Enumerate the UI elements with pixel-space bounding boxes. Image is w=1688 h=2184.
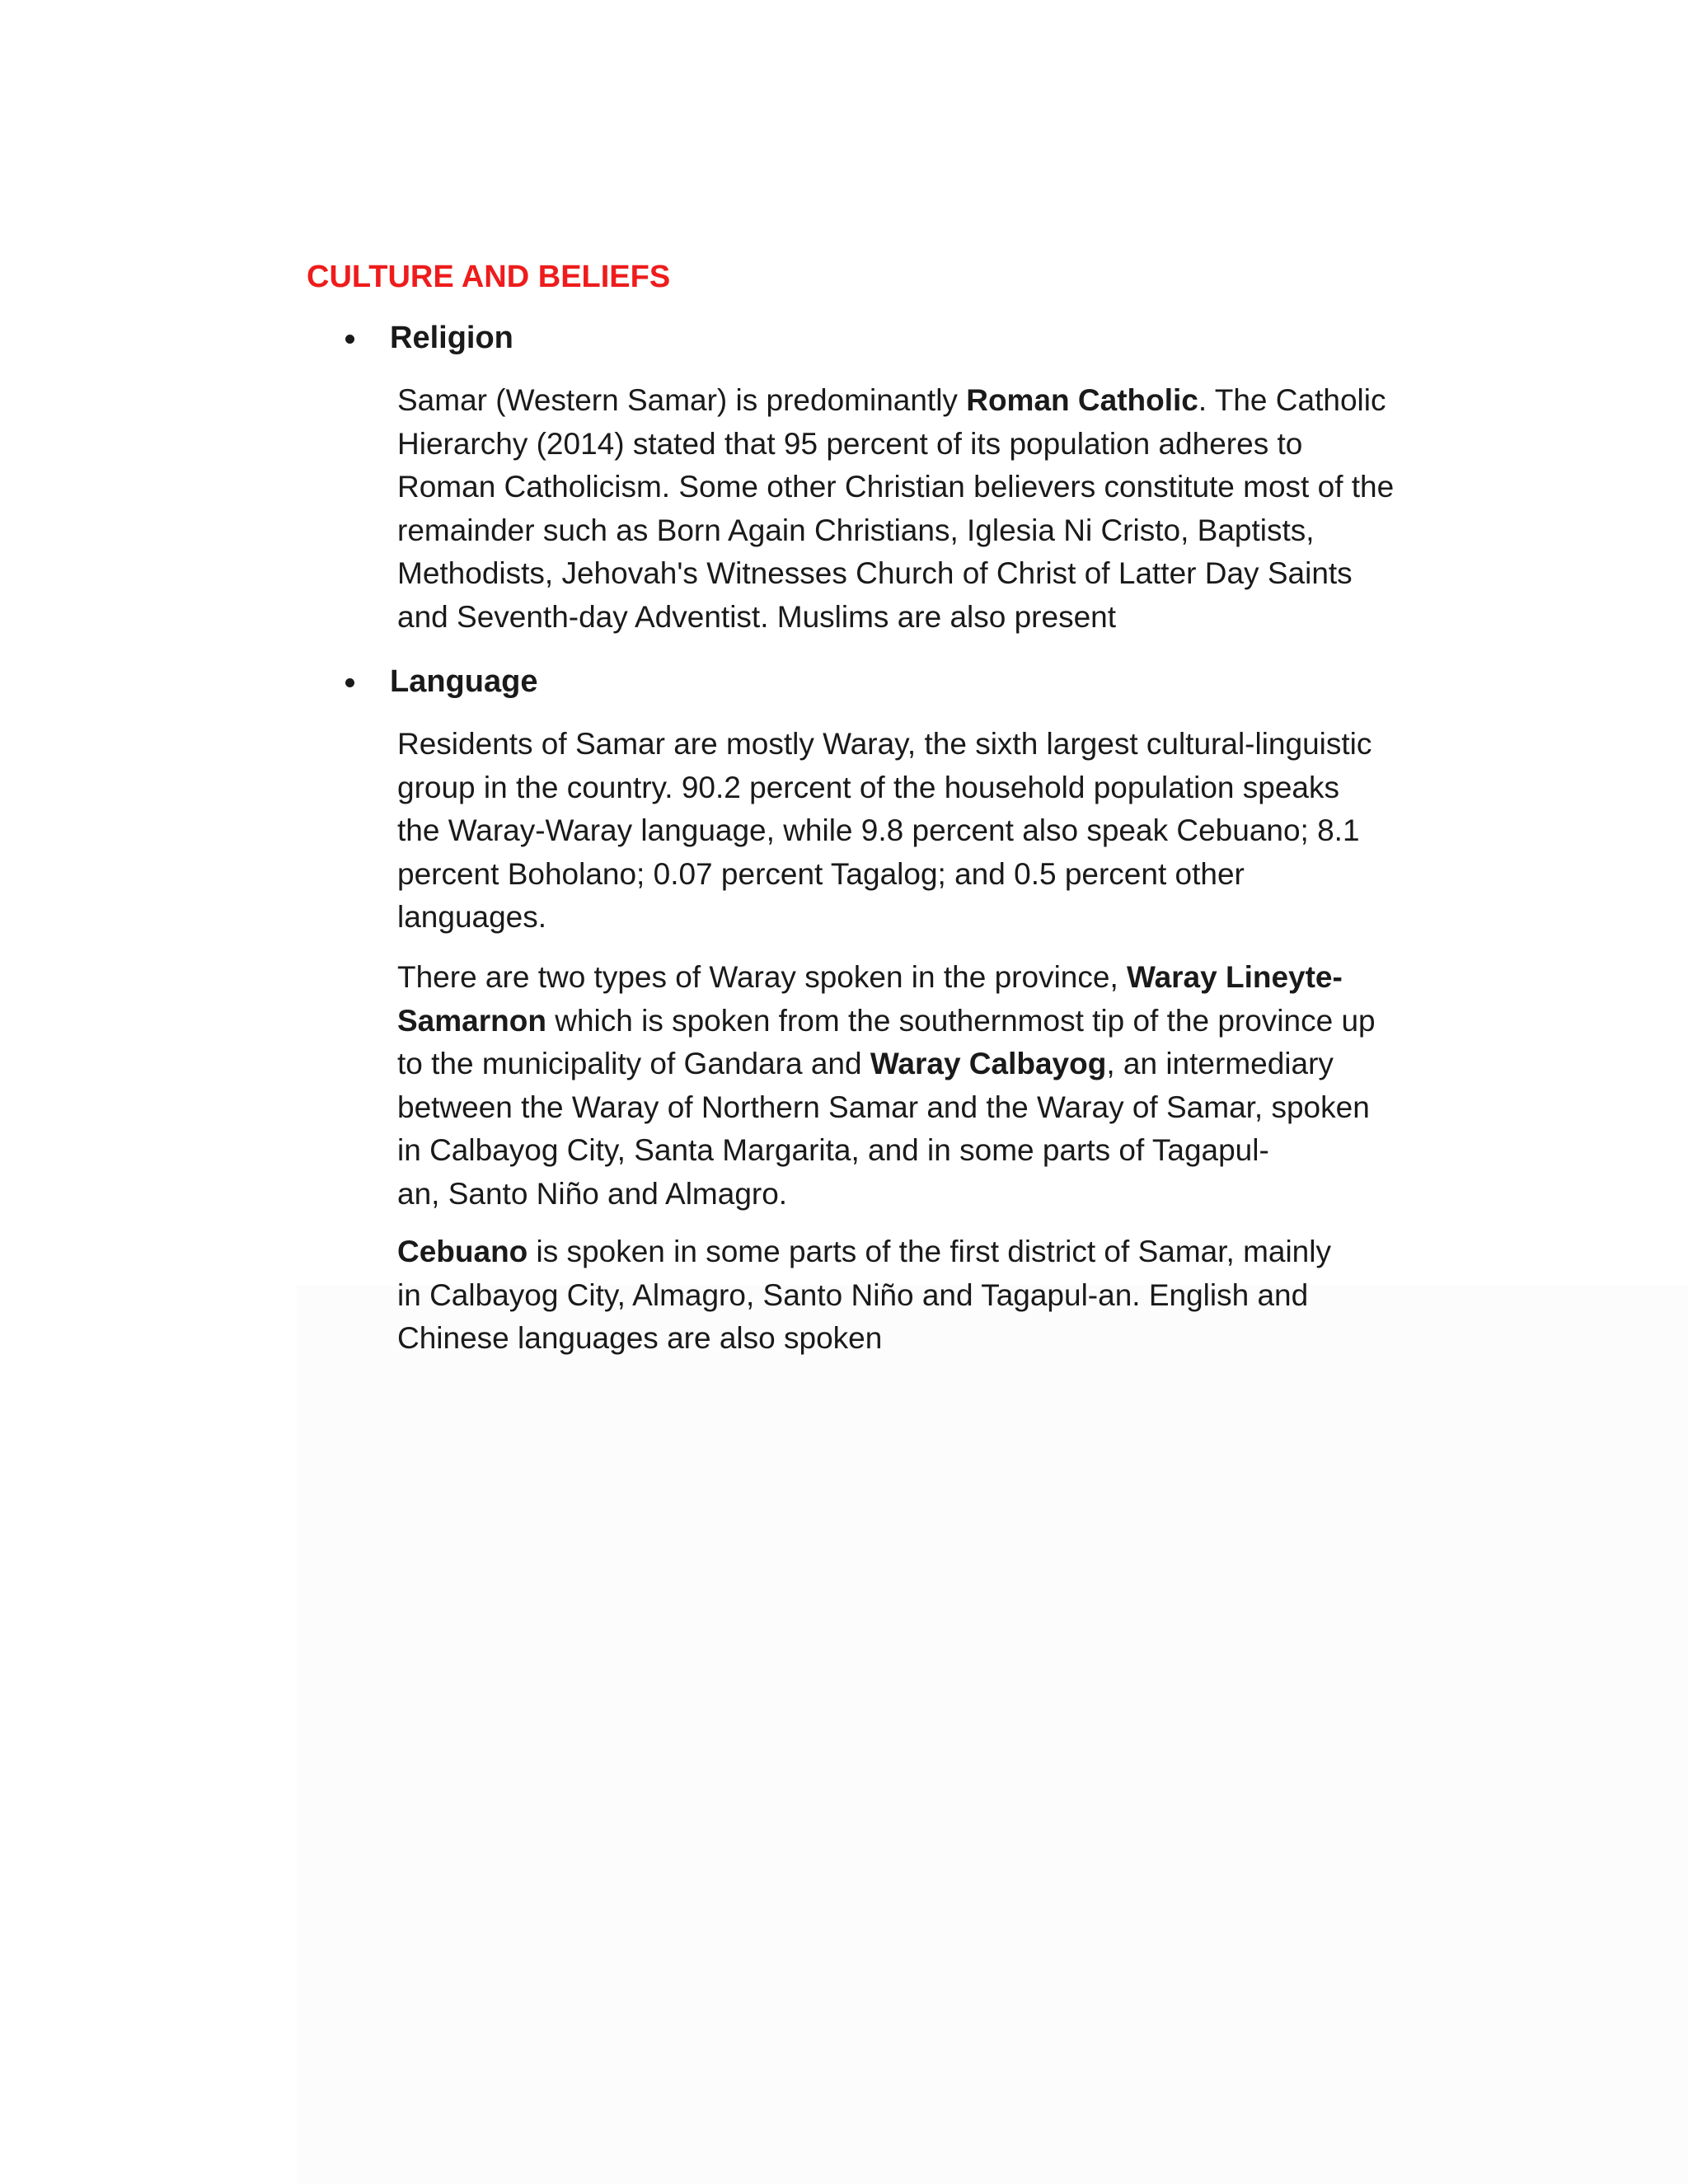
religion-paragraph (397, 379, 1394, 640)
text-line (397, 1230, 1331, 1274)
text-line: Residents of Samar are mostly Waray, the sixth largest cultural-linguistic (397, 727, 1372, 761)
text-run: to the municipality of Gandara and (397, 1047, 870, 1081)
section-title: CULTURE AND BELIEFS (307, 260, 671, 294)
text-line: Roman Catholicism. Some other Christian believers constitute most of the (397, 470, 1395, 504)
text-line (397, 1000, 1376, 1043)
text-line (397, 379, 1394, 423)
text-line: the Waray-Waray language, while 9.8 percent also speak Cebuano; 8.1 (397, 813, 1360, 848)
bold-term-waray-lineyte: Waray Lineyte- (1127, 960, 1343, 994)
bold-term-roman-catholic: Roman Catholic (966, 383, 1198, 417)
text-run: , an intermediary (1106, 1047, 1334, 1081)
text-line (397, 956, 1376, 1000)
text-line: group in the country. 90.2 percent of the household population speaks (397, 770, 1340, 804)
text-line (397, 1043, 1376, 1086)
bold-term-waray-calbayog: Waray Calbayog (870, 1047, 1107, 1081)
bullet-icon (345, 678, 354, 687)
text-line: an, Santo Niño and Almagro. (397, 1176, 788, 1211)
language-heading-text: Language (390, 664, 538, 699)
text-line: Methodists, Jehovah's Witnesses Church of Christ of Latter Day Saints (397, 556, 1353, 591)
bullet-icon (345, 335, 354, 344)
text-line: percent Boholano; 0.07 percent Tagalog; and 0.5 percent other (397, 856, 1245, 891)
text-line: between the Waray of Northern Samar and the Waray of Samar, spoken (397, 1090, 1370, 1124)
text-line: Hierarchy (2014) stated that 95 percent of its population adheres to (397, 426, 1303, 461)
text-line: and Seventh-day Adventist. Muslims are also present (397, 599, 1117, 634)
text-line: in Calbayog City, Santa Margarita, and in some parts of Tagapul- (397, 1133, 1269, 1168)
language-paragraph-2 (397, 956, 1376, 1216)
text-run: There are two types of Waray spoken in the province, (397, 960, 1128, 994)
text-run: Samar (Western Samar) is predominantly (397, 383, 967, 417)
text-line: in Calbayog City, Almagro, Santo Niño and Tagapul-an. English and (397, 1277, 1309, 1312)
language-heading (345, 662, 537, 701)
page-background-shade (297, 1286, 1688, 2184)
language-paragraph-3 (397, 1230, 1331, 1361)
text-line: languages. (397, 900, 547, 935)
religion-heading (345, 318, 513, 358)
text-line: Chinese languages are also spoken (397, 1321, 883, 1356)
religion-heading-text: Religion (390, 321, 513, 355)
text-run: . The Catholic (1198, 383, 1386, 417)
text-run: is spoken in some parts of the first district of Samar, mainly (528, 1235, 1331, 1268)
bold-term-samarnon: Samarnon (397, 1003, 546, 1038)
language-paragraph-1 (397, 723, 1372, 940)
text-line: remainder such as Born Again Christians, Iglesia Ni Cristo, Baptists, (397, 513, 1315, 547)
bold-term-cebuano: Cebuano (397, 1235, 528, 1268)
text-run: which is spoken from the southernmost tip of the province up (546, 1003, 1376, 1038)
